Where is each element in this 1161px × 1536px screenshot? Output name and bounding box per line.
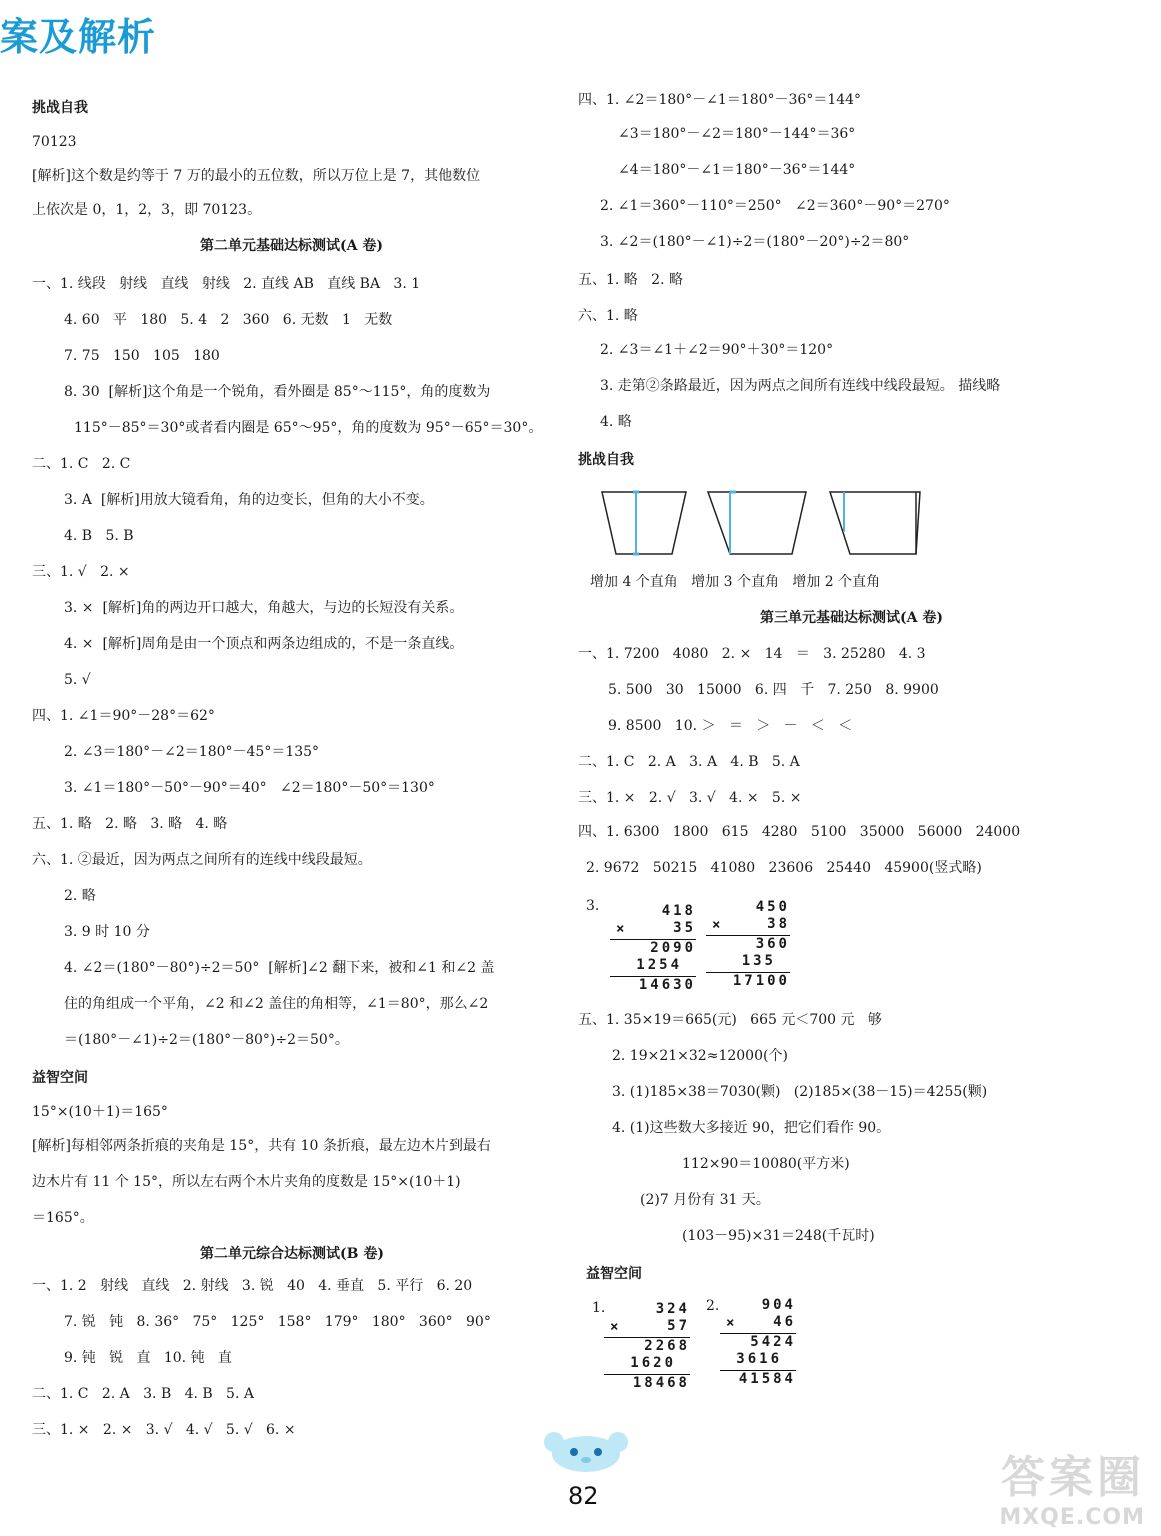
left-text-line: 一、1. 线段 射线 直线 射线 2. 直线 AB 直线 BA 3. 1 bbox=[32, 276, 421, 292]
multiplication-row: 3616 bbox=[736, 1351, 782, 1367]
left-text-line: 五、1. 略 2. 略 3. 略 4. 略 bbox=[32, 816, 228, 832]
left-text-line: 4. B 5. B bbox=[64, 528, 134, 544]
multiplication-row: 57 bbox=[667, 1318, 690, 1334]
multiplication-row: 5424 bbox=[750, 1334, 796, 1350]
left-text-line: 7. 75 150 105 180 bbox=[64, 348, 220, 364]
left-text-line: 3. A [解析]用放大镜看角，角的边变长，但角的大小不变。 bbox=[64, 492, 434, 508]
right-text-line: 2. bbox=[706, 1298, 720, 1314]
multiplication-row: 41584 bbox=[738, 1371, 796, 1387]
multiplication-row: 18468 bbox=[632, 1375, 690, 1391]
multiplication-row: 14630 bbox=[638, 977, 696, 993]
left-text-line: 第二单元综合达标测试(B 卷) bbox=[200, 1246, 384, 1262]
left-text-line: ＝165°。 bbox=[32, 1210, 94, 1226]
left-text-line: 115°－85°＝30°或者看内圈是 65°～95°，角的度数为 95°－65°＝30°。 bbox=[74, 420, 543, 436]
left-text-line: 二、1. C 2. A 3. B 4. B 5. A bbox=[32, 1386, 254, 1402]
right-text-line: 挑战自我 bbox=[578, 452, 634, 468]
multiplication-row: 46 bbox=[773, 1314, 796, 1330]
right-text-line: 3. ∠2＝(180°－∠1)÷2＝(180°－20°)÷2＝80° bbox=[600, 234, 910, 250]
multiplication-row: 904 bbox=[761, 1297, 796, 1313]
right-text-line: 三、1. × 2. √ 3. √ 4. × 5. × bbox=[578, 790, 802, 806]
trapezoid-figure-2 bbox=[708, 492, 806, 554]
watermark bbox=[999, 1441, 1145, 1530]
left-text-line: 2. ∠3＝180°－∠2＝180°－45°＝135° bbox=[64, 744, 320, 760]
left-text-line: 2. 略 bbox=[64, 888, 96, 904]
left-text-line: 9. 钝 锐 直 10. 钝 直 bbox=[64, 1350, 232, 1366]
multiplication-row: 2090 bbox=[650, 940, 696, 956]
left-text-line: 三、1. × 2. × 3. √ 4. √ 5. √ 6. × bbox=[32, 1422, 296, 1438]
right-text-line: 1. bbox=[592, 1300, 606, 1316]
watermark-url: MXQE.COM bbox=[999, 1505, 1145, 1530]
left-text-line: 7. 锐 钝 8. 36° 75° 125° 158° 179° 180° 360° 90° bbox=[64, 1314, 491, 1330]
vertical-multiplication-2 bbox=[706, 899, 790, 989]
vertical-multiplication-1 bbox=[610, 903, 696, 993]
multiplication-row: 360 bbox=[755, 936, 790, 952]
right-text-line: 2. 9672 50215 41080 23606 25440 45900(竖式略) bbox=[586, 860, 982, 876]
right-text-line: 4. (1)这些数大多接近 90，把它们看作 90。 bbox=[612, 1120, 891, 1136]
left-text-line: 5. √ bbox=[64, 672, 91, 688]
left-text-line: 四、1. ∠1＝90°－28°＝62° bbox=[32, 708, 215, 724]
multiply-sign: × bbox=[712, 917, 721, 933]
left-text-line: 益智空间 bbox=[32, 1070, 88, 1086]
multiplication-row: 38 bbox=[767, 916, 790, 932]
right-text-line: 第三单元基础达标测试(A 卷) bbox=[760, 610, 943, 626]
right-text-line: 四、1. 6300 1800 615 4280 5100 35000 56000 24000 bbox=[578, 824, 1021, 840]
multiplication-rule bbox=[610, 939, 696, 940]
right-text-line: 五、1. 略 2. 略 bbox=[578, 272, 683, 288]
right-text-line: 3. (1)185×38＝7030(颗) (2)185×(38－15)＝4255(颗) bbox=[612, 1084, 988, 1100]
left-text-line: 一、1. 2 射线 直线 2. 射线 3. 锐 40 4. 垂直 5. 平行 6. 20 bbox=[32, 1278, 473, 1294]
multiply-sign: × bbox=[616, 921, 625, 937]
multiplication-row: 2268 bbox=[644, 1338, 690, 1354]
multiplication-row: 135 bbox=[741, 953, 776, 969]
left-text-line: ＝(180°－∠1)÷2＝(180°－80°)÷2＝50°。 bbox=[64, 1032, 349, 1048]
right-text-line: 一、1. 7200 4080 2. × 14 ＝ 3. 25280 4. 3 bbox=[578, 646, 926, 662]
multiply-sign: × bbox=[726, 1315, 735, 1331]
left-text-line: 二、1. C 2. C bbox=[32, 456, 131, 472]
left-text-line: 70123 bbox=[32, 134, 77, 150]
multiplication-rule bbox=[720, 1333, 796, 1334]
left-text-line: 3. × [解析]角的两边开口越大，角越大，与边的长短没有关系。 bbox=[64, 600, 464, 616]
multiplication-rule bbox=[706, 972, 790, 973]
right-text-line: 3. 走第②条路最近，因为两点之间所有连线中线段最短。 描线略 bbox=[600, 378, 1001, 394]
right-text-line: (103－95)×31＝248(千瓦时) bbox=[682, 1228, 875, 1244]
right-text-line: 2. ∠1＝360°－110°＝250° ∠2＝360°－90°＝270° bbox=[600, 198, 950, 214]
right-text-line: 2. ∠3＝∠1＋∠2＝90°＋30°＝120° bbox=[600, 342, 834, 358]
left-text-line: 上依次是 0，1，2，3，即 70123。 bbox=[32, 202, 262, 218]
right-text-line: 增加 4 个直角 增加 3 个直角 增加 2 个直角 bbox=[590, 574, 881, 590]
right-text-line: 五、1. 35×19＝665(元) 665 元＜700 元 够 bbox=[578, 1012, 882, 1028]
multiplication-rule bbox=[604, 1337, 690, 1338]
page-number: 82 bbox=[568, 1482, 599, 1510]
multiplication-row: 17100 bbox=[732, 973, 790, 989]
multiplication-row: 324 bbox=[655, 1301, 690, 1317]
left-text-line: 3. ∠1＝180°－50°－90°＝40° ∠2＝180°－50°＝130° bbox=[64, 780, 435, 796]
multiplication-rule bbox=[720, 1370, 796, 1371]
right-text-line: 四、1. ∠2＝180°－∠1＝180°－36°＝144° bbox=[578, 92, 862, 108]
vertical-multiplication-4 bbox=[720, 1298, 796, 1390]
watermark-logo-text: 答案圈 bbox=[1001, 1452, 1145, 1503]
right-text-line: 4. 略 bbox=[600, 414, 632, 430]
left-text-line: 挑战自我 bbox=[32, 100, 88, 116]
page-header-title: 案及解析 bbox=[0, 15, 157, 59]
left-text-line: 15°×(10＋1)＝165° bbox=[32, 1104, 168, 1120]
multiplication-row: 1254 bbox=[636, 957, 682, 973]
trapezoid-figure-3 bbox=[830, 492, 920, 554]
right-text-line: 二、1. C 2. A 3. A 4. B 5. A bbox=[578, 754, 800, 770]
right-text-line: 2. 19×21×32≈12000(个) bbox=[612, 1048, 788, 1064]
multiply-sign: × bbox=[610, 1319, 619, 1335]
right-text-line: 5. 500 30 15000 6. 四 千 7. 250 8. 9900 bbox=[608, 682, 939, 698]
left-text-line: 三、1. √ 2. × bbox=[32, 564, 130, 580]
right-text-line: 112×90＝10080(平方米) bbox=[682, 1156, 850, 1172]
left-text-line: 4. × [解析]周角是由一个顶点和两条边组成的，不是一条直线。 bbox=[64, 636, 464, 652]
multiplication-row: 1620 bbox=[630, 1355, 676, 1371]
right-text-line: ∠4＝180°－∠1＝180°－36°＝144° bbox=[618, 162, 856, 178]
vertical-multiplication-3 bbox=[604, 1302, 690, 1392]
left-text-line: 第二单元基础达标测试(A 卷) bbox=[200, 238, 383, 254]
right-text-line: 益智空间 bbox=[586, 1266, 642, 1282]
left-text-line: 4. ∠2＝(180°－80°)÷2＝50° [解析]∠2 翻下来，被和∠1 和∠2 盖 bbox=[64, 960, 495, 976]
left-text-line: [解析]每相邻两条折痕的夹角是 15°，共有 10 条折痕，最左边木片到最右 bbox=[32, 1138, 491, 1154]
left-text-line: 六、1. ②最近，因为两点之间所有的连线中线段最短。 bbox=[32, 852, 372, 868]
mascot-decoration bbox=[540, 1428, 632, 1478]
left-text-line: 住的角组成一个平角，∠2 和∠2 盖住的角相等，∠1＝80°，那么∠2 bbox=[64, 996, 489, 1012]
right-text-line: 9. 8500 10. ＞ ＝ ＞ － ＜ ＜ bbox=[608, 718, 853, 734]
trapezoid-figure-1 bbox=[602, 492, 686, 554]
multiplication-rule bbox=[610, 976, 696, 977]
multiplication-row: 450 bbox=[755, 899, 790, 915]
multiplication-row: 35 bbox=[673, 920, 696, 936]
left-text-line: 3. 9 时 10 分 bbox=[64, 924, 150, 940]
left-text-line: 边木片有 11 个 15°，所以左右两个木片夹角的度数是 15°×(10＋1) bbox=[32, 1174, 461, 1190]
right-text-line: (2)7 月份有 31 天。 bbox=[640, 1192, 770, 1208]
multiplication-rule bbox=[706, 935, 790, 936]
multiplication-row: 418 bbox=[661, 903, 696, 919]
left-text-line: 8. 30 [解析]这个角是一个锐角，看外圈是 85°～115°，角的度数为 bbox=[64, 384, 491, 400]
right-text-line: 3. bbox=[586, 898, 600, 914]
multiplication-rule bbox=[604, 1374, 690, 1375]
left-text-line: 4. 60 平 180 5. 4 2 360 6. 无数 1 无数 bbox=[64, 312, 393, 328]
trapezoid-figures bbox=[598, 488, 928, 560]
right-text-line: 六、1. 略 bbox=[578, 308, 638, 324]
right-text-line: ∠3＝180°－∠2＝180°－144°＝36° bbox=[618, 126, 856, 142]
left-text-line: [解析]这个数是约等于 7 万的最小的五位数，所以万位上是 7，其他数位 bbox=[32, 168, 481, 184]
